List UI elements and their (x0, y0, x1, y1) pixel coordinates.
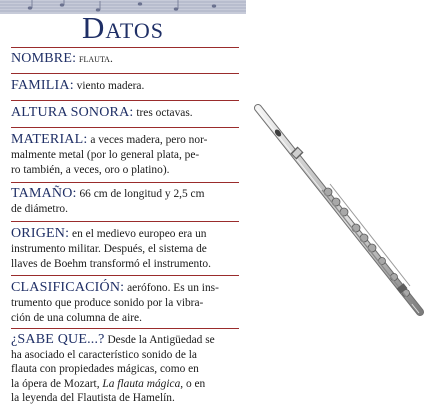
flute-image (252, 100, 432, 320)
entry-tamano (11, 186, 239, 217)
entry-text: a veces madera, pero nor- (90, 134, 208, 146)
entry-label: ALTURA SONORA: (11, 105, 134, 120)
entry-text: trumento que produce sonido por la vibra- (11, 297, 204, 310)
entry-text: de diámetro. (11, 203, 68, 216)
entry-sabe-que (11, 333, 239, 406)
entry-text: malmente metal (por lo general plata, pe- (11, 149, 200, 162)
entry-value: viento madera. (76, 80, 145, 92)
divider (11, 182, 239, 183)
divider (11, 328, 239, 329)
entry-text: flauta con propiedades mágicas, como en (11, 363, 199, 376)
entry-text: ro también, a veces, oro o platino). (11, 164, 170, 177)
opera-title: La flauta mágica (102, 377, 181, 390)
entry-clasificacion (11, 280, 239, 327)
entry-value: tres octavas. (136, 107, 193, 119)
entry-label: ORIGEN: (11, 226, 70, 241)
entry-text: , o en (180, 377, 206, 390)
entry-label: FAMILIA: (11, 78, 74, 93)
entry-text: 66 cm de longitud y 2,5 cm (79, 188, 205, 200)
entry-text: aerófono. Es un ins- (127, 282, 219, 294)
entry-material (11, 132, 239, 179)
entry-origen (11, 226, 239, 273)
entry-label: MATERIAL: (11, 132, 88, 147)
entry-text: llaves de Boehm transformó el instrumento. (11, 258, 211, 271)
entry-text: en el medievo europeo era un (72, 228, 207, 240)
page-title: Datos (81, 10, 164, 45)
entry-label: TAMAÑO: (11, 186, 77, 201)
entry-text: la leyenda del Flautista de Hamelín. (11, 392, 175, 405)
entry-altura (11, 105, 239, 121)
entry-text: instrumento militar. Después, el sistema de (11, 243, 207, 256)
entry-text: ción de una columna de aire. (11, 312, 142, 325)
divider (11, 47, 239, 48)
entry-label: ¿SABE QUE...? (11, 332, 105, 347)
entry-label: CLASIFICACIÓN: (11, 280, 125, 295)
divider (11, 100, 239, 101)
divider (11, 221, 239, 222)
entry-text: Desde la Antigüedad se (107, 334, 215, 346)
divider (11, 275, 239, 276)
divider (11, 127, 239, 128)
entry-nombre (11, 51, 239, 67)
entry-familia (11, 78, 239, 94)
entry-text: ha asociado el característico sonido de la (11, 348, 197, 361)
divider (11, 73, 239, 74)
entry-value: flauta. (79, 53, 113, 65)
entry-label: NOMBRE: (11, 51, 77, 66)
entry-text: la ópera de Mozart, (11, 377, 100, 390)
